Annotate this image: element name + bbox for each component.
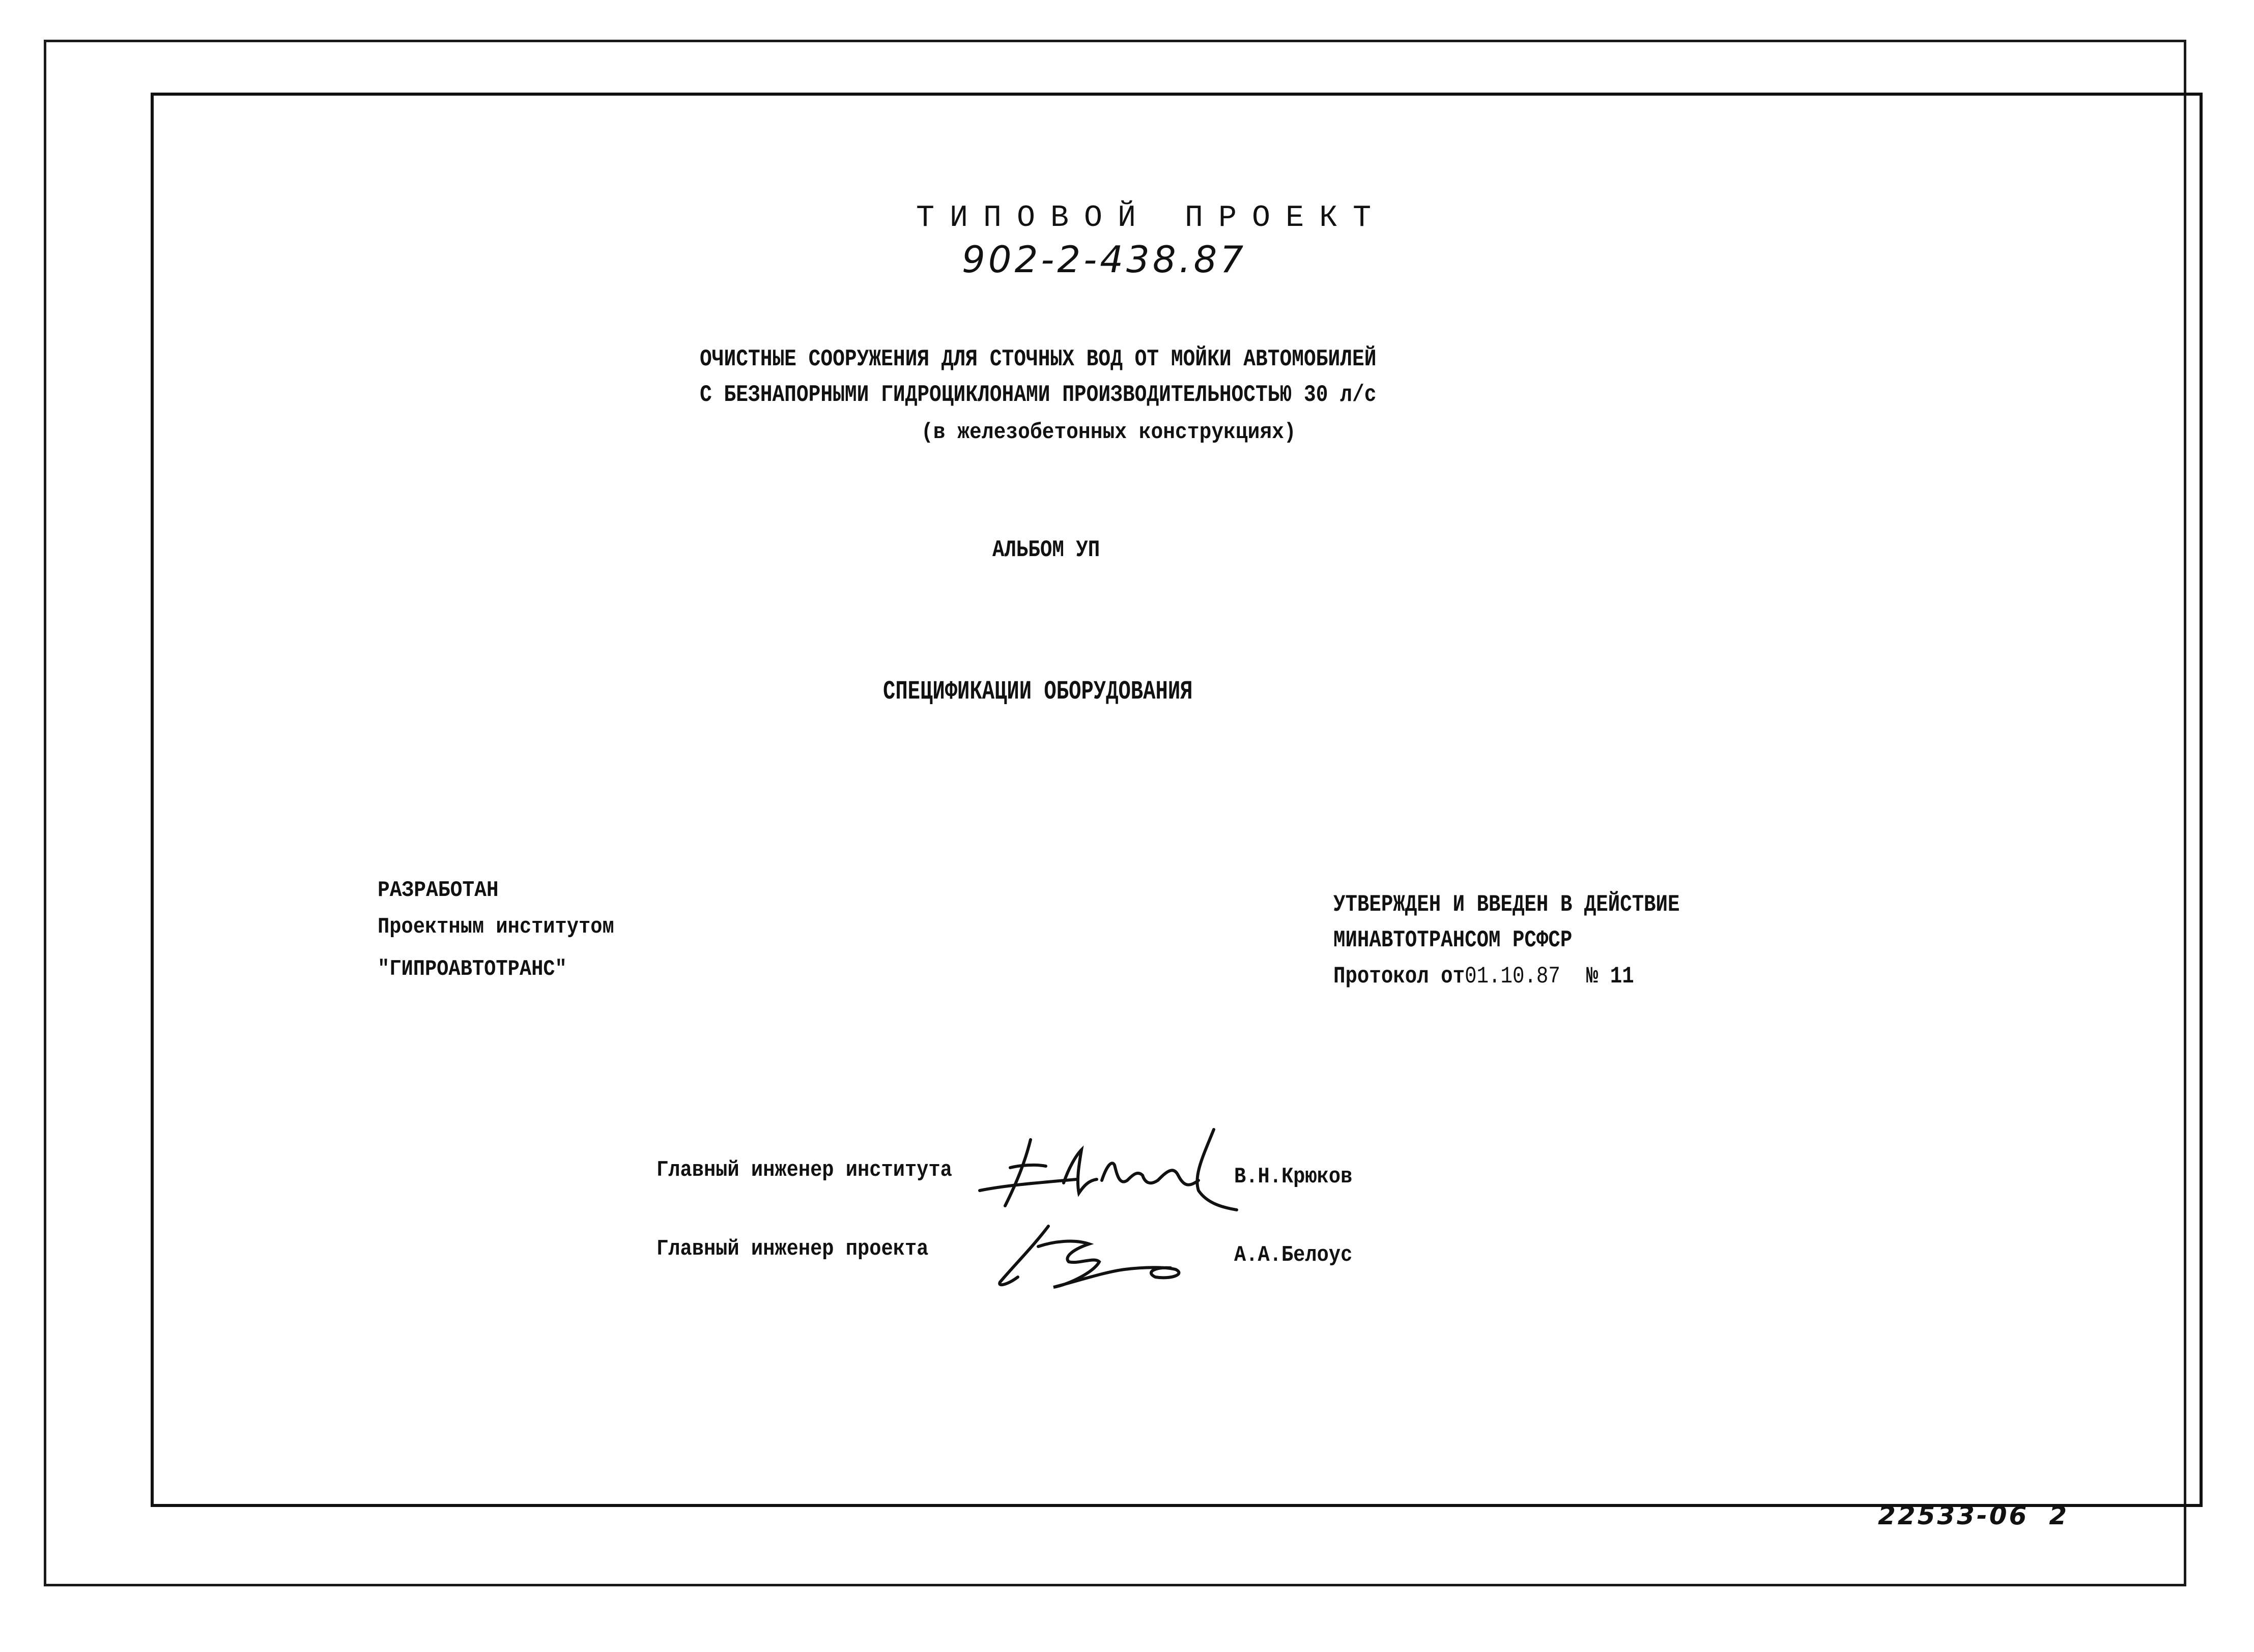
approved-line-2: МИНАВТОТРАНСОМ РСФСР [1333,927,1573,953]
developed-by-line: Проектным институтом [378,914,614,940]
signature-role-chief-engineer-project: Главный инженер проекта [657,1236,929,1262]
sheet-number: 2 [2049,1501,2069,1530]
signature-belous-icon [992,1221,1206,1297]
protocol-line [1333,963,1634,990]
signature-name-belous: А.А.Белоус [1234,1242,1353,1268]
album-label: АЛЬБОМ УП [992,537,1100,563]
developed-label: РАЗРАБОТАН [378,878,499,903]
sheet-code [1878,1501,2069,1530]
protocol-date: 01.10.87 [1465,963,1560,990]
sheet-code-number: 22533-06 [1878,1501,2029,1530]
signature-role-chief-engineer-institute: Главный инженер института [657,1157,952,1183]
signature-name-krukov: В.Н.Крюков [1234,1164,1353,1190]
project-number: 902-2-438.87 [962,238,1247,281]
approved-line-1: УТВЕРЖДЕН И ВВЕДЕН В ДЕЙСТВИЕ [1333,891,1680,918]
protocol-label: Протокол от [1333,963,1465,990]
protocol-number: № 11 [1586,963,1634,990]
subject-line-3: (в железобетонных конструкциях) [921,420,1296,445]
signature-krukov-icon [975,1119,1239,1221]
section-title: СПЕЦИФИКАЦИИ ОБОРУДОВАНИЯ [883,677,1193,707]
subject-line-2: С БЕЗНАПОРНЫМИ ГИДРОЦИКЛОНАМИ ПРОИЗВОДИТЕЛЬНОСТЬЮ 30 л/с [700,382,1377,408]
document-title: ТИПОВОЙ ПРОЕКТ [916,201,1387,236]
developer-organization: "ГИПРОАВТОТРАНС" [378,957,567,982]
subject-line-1: ОЧИСТНЫЕ СООРУЖЕНИЯ ДЛЯ СТОЧНЫХ ВОД ОТ МОЙКИ АВТОМОБИЛЕЙ [700,346,1377,372]
